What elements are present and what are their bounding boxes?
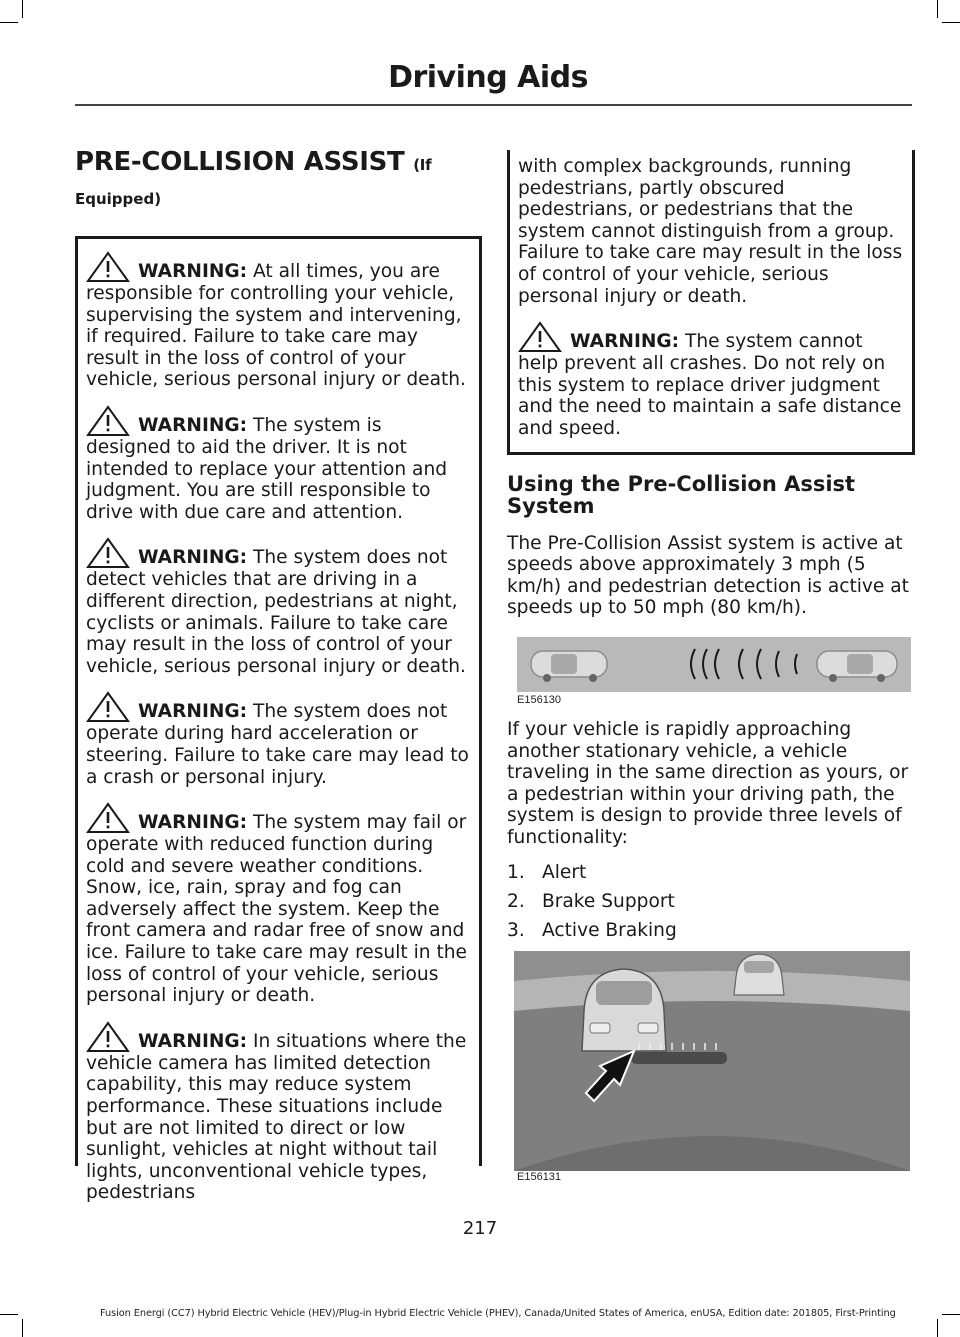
section-title-suffix: Equipped) bbox=[75, 190, 162, 208]
warning-triangle-icon bbox=[518, 321, 562, 353]
footer-text: Fusion Energi (CC7) Hybrid Electric Vehicle (HEV)/Plug-in Hybrid Electric Vehicle (PHEV), Canada/United States of America, enUSA, Edition date: 201805, First-Printing bbox=[100, 1308, 896, 1319]
warning-item: WARNING: The system cannot help prevent all crashes. Do not rely on this system to replace driver judgment and the need to maintain a safe distance and speed. bbox=[518, 321, 904, 439]
crop-mark bbox=[22, 1319, 23, 1337]
left-column bbox=[75, 145, 482, 1204]
warning-item: WARNING: The system does not operate during hard acceleration or steering. Failure to take care may lead to a crash or personal injury. bbox=[86, 691, 471, 788]
warning-item: WARNING: In situations where the vehicle camera has limited detection capability, this may reduce system performance. These situations include but are not limited to direct or low sunlight, vehicles at night without tail lights, unconventional vehicle types, pedestrians bbox=[86, 1021, 471, 1204]
body-paragraph: If your vehicle is rapidly approaching another stationary vehicle, a vehicle traveling in the same direction as yours, or a pedestrian within your driving path, the system is design to provide three levels of functionality: bbox=[507, 718, 909, 848]
warning-triangle-icon bbox=[86, 405, 130, 437]
crop-mark bbox=[22, 0, 23, 18]
figure-code: E156130 bbox=[517, 693, 562, 706]
warning-item: WARNING: The system does not detect vehicles that are driving in a different direction, pedestrians at night, cyclists or animals. Failure to take care may result in the loss of control of your vehicle, serious personal injury or death. bbox=[86, 537, 471, 677]
vehicle-distance-illustration bbox=[517, 637, 911, 692]
warning-box-continued bbox=[507, 150, 915, 455]
list-item: 3. Active Braking bbox=[507, 920, 677, 942]
right-column bbox=[507, 150, 915, 1186]
page-number: 217 bbox=[462, 1218, 498, 1239]
windshield-alert-illustration bbox=[514, 951, 910, 1171]
crop-mark bbox=[937, 0, 938, 18]
warning-item: WARNING: The system may fail or operate with reduced function during cold and severe weather conditions. Snow, ice, rain, spray and fog can adversely affect the system. Keep the front camera and radar free of snow and ice. Failure to take care may result in the loss of control of your vehicle, serious personal injury or death. bbox=[86, 802, 471, 1007]
warning-item: WARNING: At all times, you are responsible for controlling your vehicle, supervising the system and intervening, if required. Failure to take care may result in the loss of control of your vehicle, serious personal injury or death. bbox=[86, 251, 471, 391]
section-title: PRE-COLLISION ASSIST (If bbox=[75, 147, 432, 177]
figure-code: E156131 bbox=[517, 1171, 562, 1184]
body-paragraph: The Pre-Collision Assist system is active at speeds above approximately 3 mph (5 km/h) and pedestrian detection is active at speeds up to 50 mph (80 km/h). bbox=[507, 532, 909, 619]
list-item: 2. Brake Support bbox=[507, 891, 675, 913]
warning-continuation: with complex backgrounds, running pedestrians, partly obscured pedestrians, or pedestrians that the system cannot distinguish from a group. Failure to take care may result in the loss of control of your vehicle, serious personal injury or death. bbox=[518, 156, 903, 307]
crop-mark bbox=[0, 22, 18, 23]
crop-mark bbox=[937, 1319, 938, 1337]
crop-mark bbox=[0, 1314, 18, 1315]
list-item: 1. Alert bbox=[507, 862, 587, 884]
warning-triangle-icon bbox=[86, 802, 130, 834]
warning-triangle-icon bbox=[86, 691, 130, 723]
crop-mark bbox=[942, 22, 960, 23]
subsection-heading: Using the Pre-Collision Assist System bbox=[507, 471, 856, 518]
front-vehicle-icon bbox=[817, 651, 897, 682]
lead-vehicle-icon bbox=[582, 969, 666, 1051]
warning-box bbox=[75, 236, 482, 1204]
figure-windshield-alert bbox=[507, 951, 915, 1186]
header-divider bbox=[75, 104, 912, 106]
warning-triangle-icon bbox=[86, 251, 130, 283]
warning-triangle-icon bbox=[86, 537, 130, 569]
functionality-list bbox=[507, 858, 915, 945]
chapter-title: Driving Aids bbox=[388, 60, 588, 95]
figure-vehicle-distance bbox=[507, 637, 915, 707]
rear-vehicle-icon bbox=[531, 651, 607, 682]
warning-item: WARNING: The system is designed to aid the driver. It is not intended to replace your attention and judgment. You are still responsible to drive with due care and attention. bbox=[86, 405, 471, 523]
warning-triangle-icon bbox=[86, 1021, 130, 1053]
crop-mark bbox=[942, 1314, 960, 1315]
